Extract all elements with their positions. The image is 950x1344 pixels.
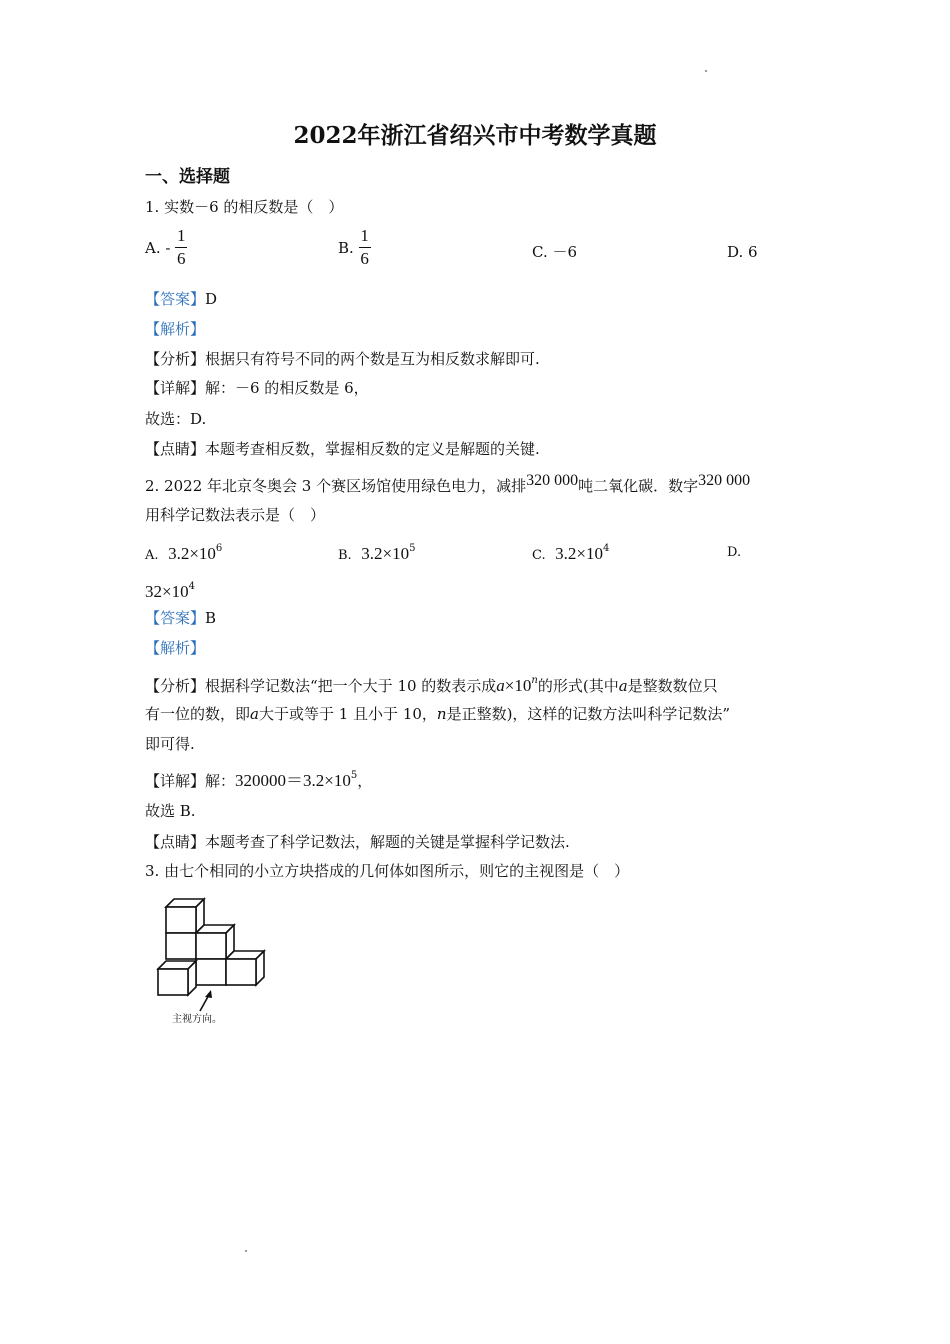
q1-option-a-denominator: 6 xyxy=(176,249,186,268)
q2-stem-b: 吨二氧化碳．数字 xyxy=(578,477,699,495)
fraction-bar xyxy=(359,247,371,248)
q2-fenxi-line3: 即可得. xyxy=(145,735,195,753)
q1-answer: D xyxy=(205,290,218,308)
q2-option-c-label: C. xyxy=(532,548,546,563)
q1-analysis-tag: 【解析】 xyxy=(145,320,206,338)
times-ten: ×10 xyxy=(504,676,532,695)
q1-xiangjie: 【详解】解：－6 的相反数是 6， xyxy=(145,379,369,397)
var-a: a xyxy=(496,676,505,695)
q2-option-c xyxy=(532,538,609,567)
q2-option-a-exp: 6 xyxy=(215,543,223,554)
q2-number-1: 320 000 xyxy=(526,472,579,489)
q2-xiangjie xyxy=(145,765,372,792)
direction-arrow-head xyxy=(205,990,212,998)
q1-option-d: D. 6 xyxy=(727,243,758,261)
q2-answer-line xyxy=(145,607,216,629)
q1-option-b-fraction xyxy=(359,226,371,269)
section-heading: 一、选择题 xyxy=(145,167,230,187)
q1-answer-line xyxy=(145,288,217,310)
q3-cube-figure xyxy=(150,893,270,1028)
q2-fenxi-text-c: 是整数数位只 xyxy=(627,677,718,695)
q2-fenxi-line2-b: 大于或等于 1 且小于 10， xyxy=(258,705,437,723)
q1-option-b-numerator: 1 xyxy=(360,226,369,245)
q1-option-b-denominator: 6 xyxy=(360,249,369,268)
q1-stem: 1. 实数－6 的相反数是（ ） xyxy=(145,198,344,216)
page-title: 2022年浙江省绍兴市中考数学真题 xyxy=(293,122,657,149)
q2-option-b xyxy=(338,538,415,567)
q1-option-a-numerator: 1 xyxy=(176,226,186,245)
xiangjie-tag: 【详解】解： xyxy=(145,772,236,790)
cube-stack-drawing xyxy=(150,893,270,1028)
q2-answer: B xyxy=(205,609,217,627)
q1-option-a-label: A. - xyxy=(145,238,171,257)
var-a: a xyxy=(618,677,628,695)
q1-option-c: C. －6 xyxy=(532,243,578,261)
q2-option-b-label: B. xyxy=(338,548,352,563)
q2-analysis-tag: 【解析】 xyxy=(145,639,206,657)
q2-option-c-exp: 4 xyxy=(603,543,610,554)
q1-option-a-fraction xyxy=(175,226,187,269)
cube-front-face xyxy=(226,959,256,985)
q3-stem: 3. 由七个相同的小立方块搭成的几何体如图所示，则它的主视图是（ ） xyxy=(145,862,630,880)
cube-front-face xyxy=(196,959,226,985)
q2-xiangjie-expr: 320000＝3.2×10 xyxy=(235,771,351,790)
figure-caption: 主视方向。 xyxy=(172,1014,222,1025)
q2-option-b-exp: 5 xyxy=(409,543,416,554)
q2-fenxi-line2-c: 是正整数)，这样的记数方法叫科学记数法” xyxy=(446,705,731,723)
q2-option-d-exp: 4 xyxy=(188,581,195,592)
fraction-bar xyxy=(175,247,187,248)
q2-fenxi-text-b: 的形式(其中 xyxy=(537,677,619,695)
cube-front-face xyxy=(166,933,196,959)
cube-front-face xyxy=(196,933,226,959)
q2-option-a-base: 3.2×10 xyxy=(168,544,216,563)
q2-fenxi-text-a: 【分析】根据科学记数法“把一个大于 10 的数表示成 xyxy=(145,677,497,695)
q2-option-b-base: 3.2×10 xyxy=(361,544,410,563)
q1-fenxi: 【分析】根据只有符号不同的两个数是互为相反数求解即可. xyxy=(145,350,540,368)
q2-option-d-label-text: D. xyxy=(727,545,742,560)
q1-guxuan: 故选：D. xyxy=(145,410,207,428)
scan-dot xyxy=(705,70,707,72)
q2-stem-line1 xyxy=(145,470,750,497)
exp-n: n xyxy=(531,675,538,686)
q1-option-b-label: B. xyxy=(338,238,354,257)
q1-option-b xyxy=(338,226,371,276)
q2-dianjing: 【点睛】本题考查了科学记数法，解题的关键是掌握科学记数法. xyxy=(145,833,570,851)
q2-fenxi-line2 xyxy=(145,703,730,725)
q2-option-d xyxy=(145,576,195,603)
answer-tag: 【答案】 xyxy=(145,290,206,308)
q2-fenxi-line2-a: 有一位的数，即 xyxy=(145,705,251,723)
scan-dot xyxy=(245,1250,247,1252)
q1-dianjing: 【点睛】本题考查相反数，掌握相反数的定义是解题的关键. xyxy=(145,440,540,458)
q2-option-d-label xyxy=(727,540,741,564)
q2-guxuan: 故选 B. xyxy=(145,802,196,820)
answer-tag: 【答案】 xyxy=(145,609,206,627)
q1-option-a xyxy=(145,226,187,276)
cube-front-face xyxy=(166,907,196,933)
q2-number-2: 320 000 xyxy=(698,472,751,489)
q2-stem-c: 用科学记数法表示是（ ） xyxy=(145,506,326,524)
q2-option-c-base: 3.2×10 xyxy=(555,544,604,563)
q2-option-a-label: A. xyxy=(145,548,159,563)
q2-xiangjie-exp: 5 xyxy=(350,770,358,781)
cube-front-face xyxy=(158,969,188,995)
q2-fenxi-line1 xyxy=(145,670,718,697)
q2-option-a xyxy=(145,538,222,567)
q2-stem-a: 2. 2022 年北京冬奥会 3 个赛区场馆使用绿色电力，减排 xyxy=(145,477,527,495)
var-n: n xyxy=(436,705,447,723)
q2-option-d-base: 32×10 xyxy=(145,582,189,601)
q2-xiangjie-end: ， xyxy=(357,772,373,790)
var-a: a xyxy=(250,705,259,723)
